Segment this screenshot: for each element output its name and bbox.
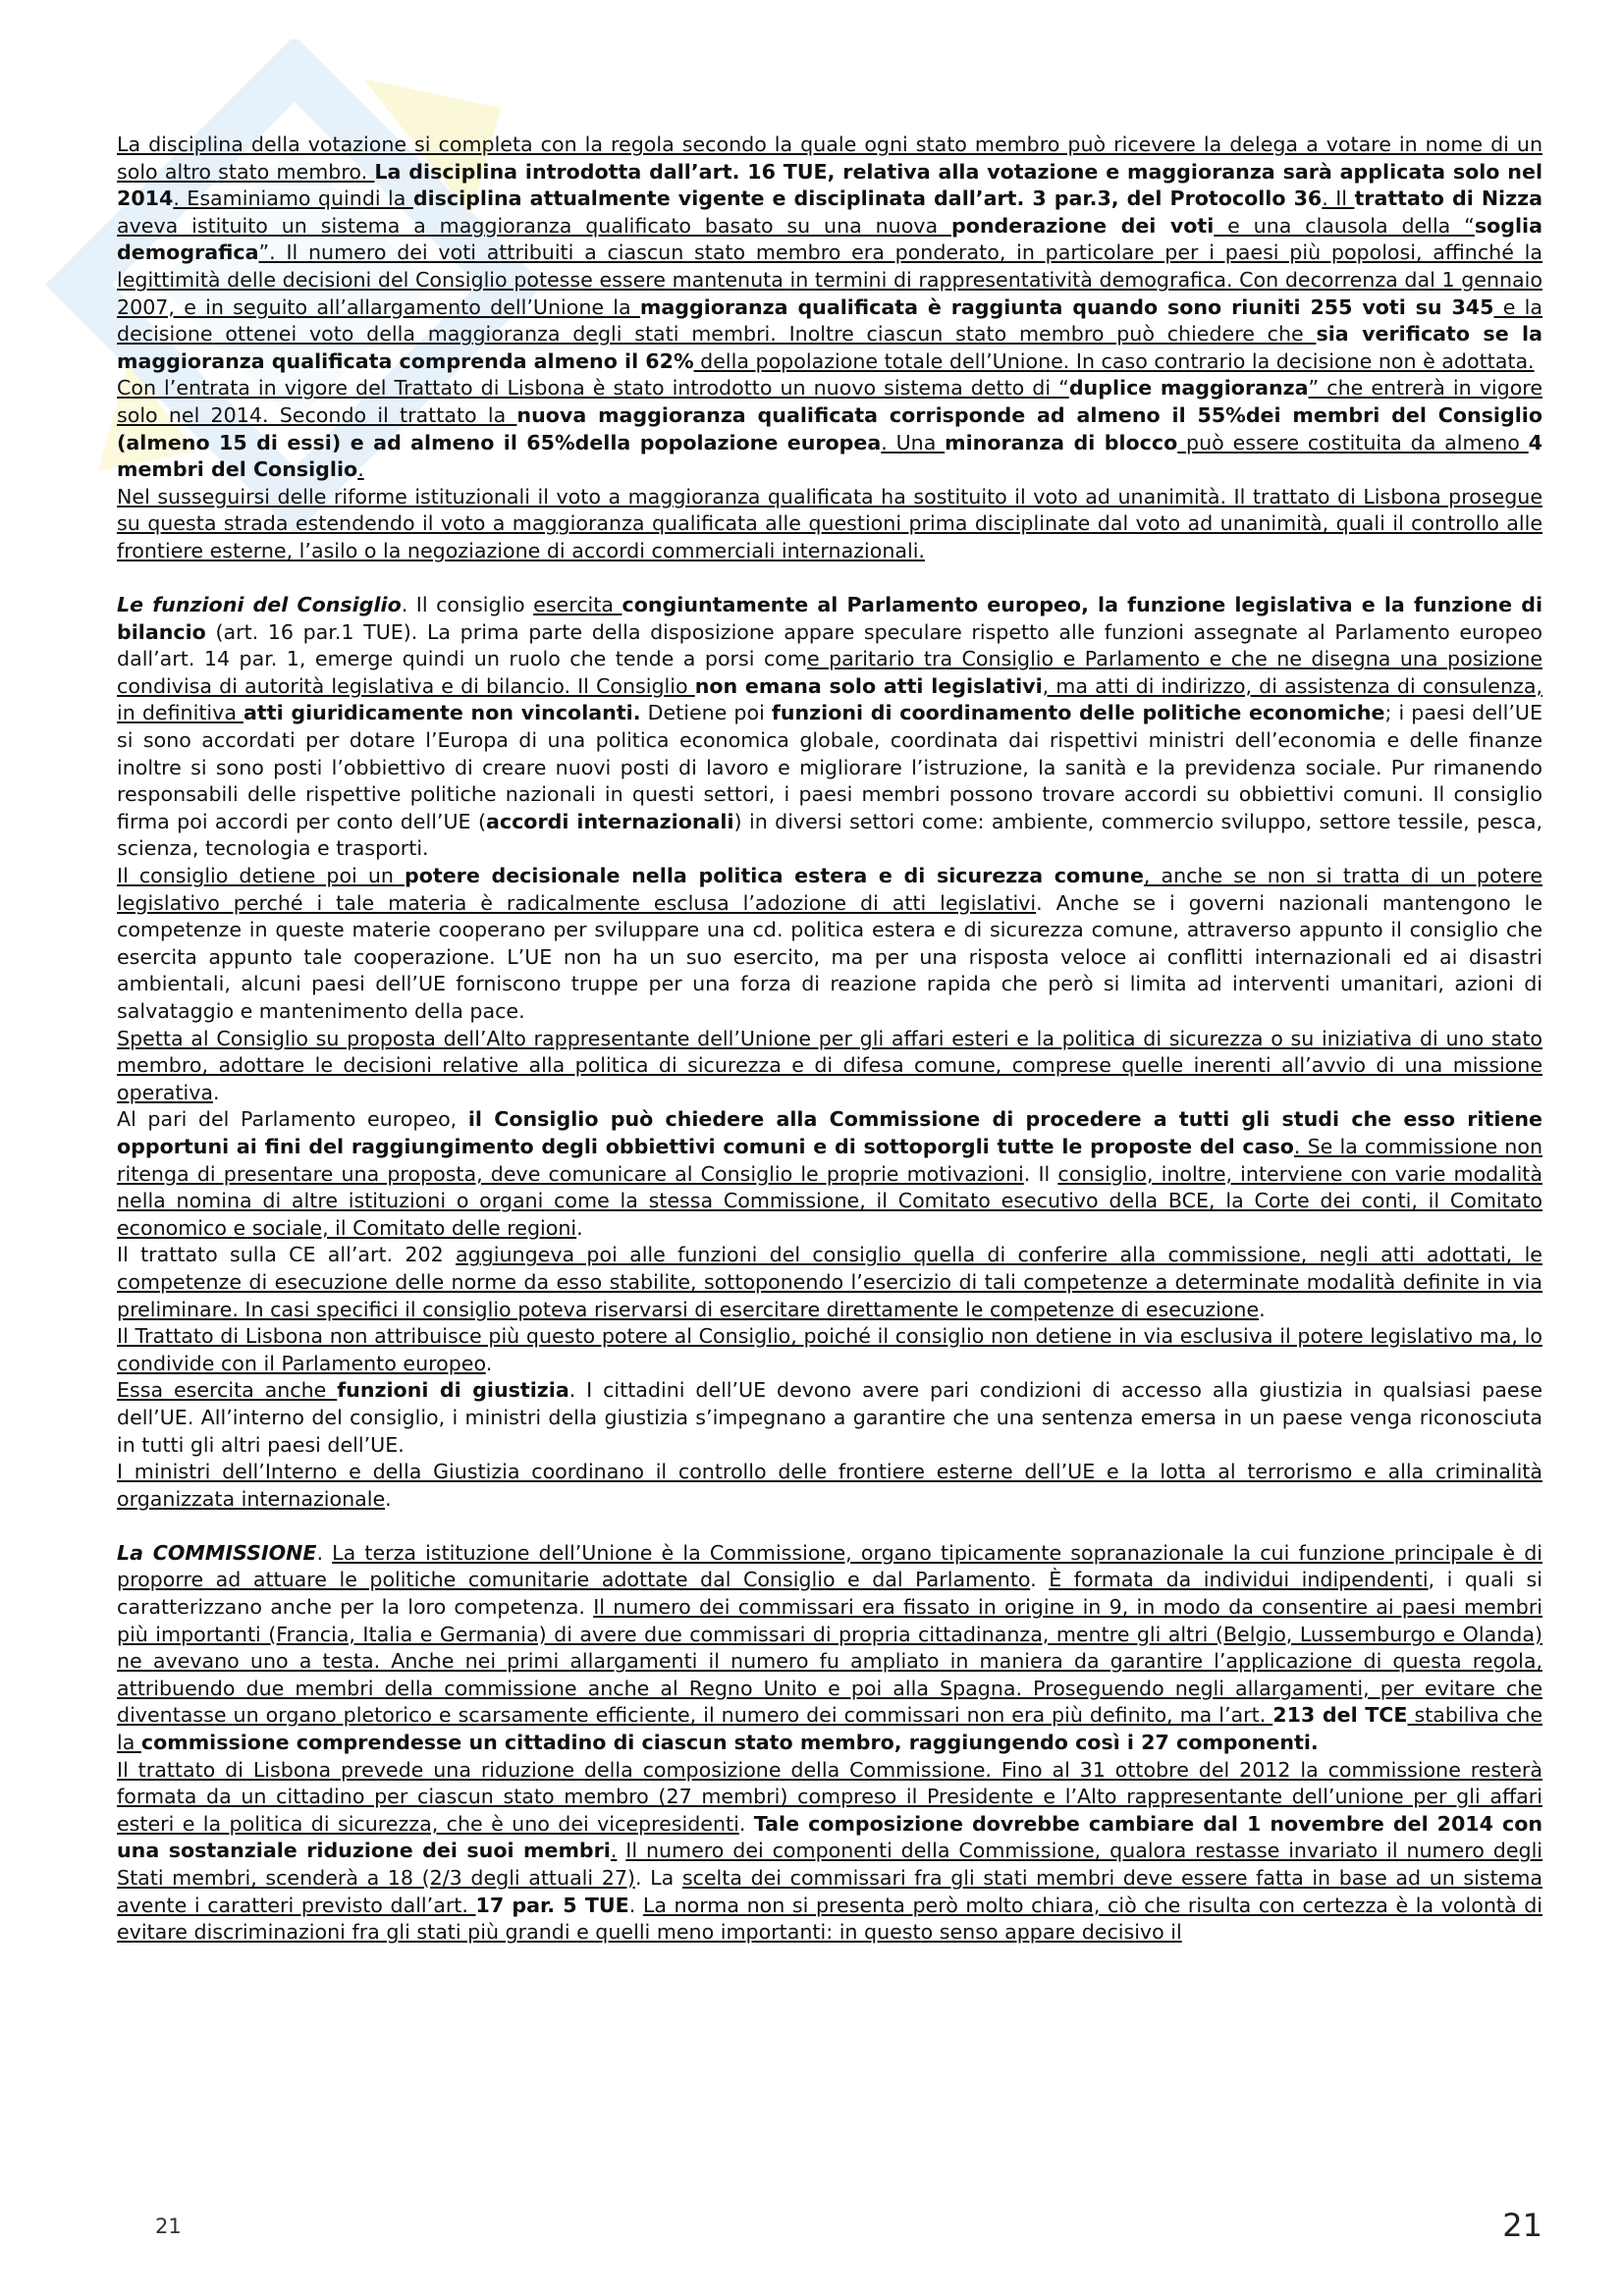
paragraph-p10: Essa esercita anche funzioni di giustizia. I cittadini dell’UE devono avere pari condizioni di accesso alla giustizia in qualsiasi paese dell’UE. All’interno del consiglio, i ministri della giustizia s’impegnano a garantire che una sentenza emersa in un paese venga riconosciuta in tutti gli altri paesi dell’UE. [117,1378,1542,1457]
footer-page-number-left: 21 [155,2215,182,2238]
paragraph-p5: Il consiglio detiene poi un potere decisionale nella politica estera e di sicurezza comune, anche se non si tratta di un potere legislativo perché i tale materia è radicalmente esclusa l’adozione di atti legislativi. Anche se i governi nazionali mantengono le competenze in queste materie cooperano per sviluppare una cd. politica estera e di sicurezza comune, attraverso appunto il consiglio che esercita appunto tale cooperazione. L’UE non ha un suo esercito, ma per una risposta veloce ai conflitti internazionali ed ai disastri ambientali, alcuni paesi dell’UE forniscono truppe per una forza di reazione rapida che però si limita ad interventi umanitari, azioni di salvataggio e mantenimento della pace. [117,864,1543,1023]
paragraph-p7: Al pari del Parlamento europeo, il Consiglio può chiedere alla Commissione di procedere a tutti gli studi che esso ritiene opportuni ai fini del raggiungimento degli obbiettivi comuni e di sottoporgli tutte le proposte del caso. Se la commissione non ritenga di presentare una proposta, deve comunicare al Consiglio le proprie motivazioni. Il consiglio, inoltre, interviene con varie modalità nella nomina di altre istituzioni o organi come la stessa Commissione, il Comitato esecutivo della BCE, la Corte dei conti, il Comitato economico e sociale, il Comitato delle regioni. [117,1107,1542,1240]
paragraph-p8: Il trattato sulla CE all’art. 202 aggiungeva poi alle funzioni del consiglio quella di conferire alla commissione, negli atti adottati, le competenze di esecuzione delle norme da esso stabilite, sottoponendo l’esercizio di tali competenze a determinate modalità definite in via preliminare. In casi specifici il consiglio poteva riservarsi di esercitare direttamente le competenze di esecuzione. [117,1243,1542,1321]
paragraph-p11: I ministri dell’Interno e della Giustizia coordinano il controllo delle frontiere esterne dell’UE e la lotta al terrorismo e alla criminalità organizzata internazionale. [117,1460,1542,1511]
paragraph-p1: La disciplina della votazione si completa con la regola secondo la quale ogni stato membro può ricevere la delega a votare in nome di un solo altro stato membro. La disciplina introdotta dall’art. 16 TUE, relativa alla votazione e maggioranza sarà applicata solo nel 2014. Esaminiamo quindi la disciplina attualmente vigente e disciplinata dall’art. 3 par.3, del Protocollo 36. Il trattato di Nizza aveva istituito un sistema a maggioranza qualificato basato su una nuova ponderazione dei voti e una clausola della “soglia demografica”. Il numero dei voti attribuiti a ciascun stato membro era ponderato, in particolare per i paesi più popolosi, affinché la legittimità delle decisioni del Consiglio potesse essere mantenuta in termini di rappresentatività demografica. Con decorrenza dal 1 gennaio 2007, e in seguito all’allargamento dell’Unione la maggioranza qualificata è raggiunta quando sono riuniti 255 voti su 345 e la decisione ottenei voto della maggioranza degli stati membri. Inoltre ciascun stato membro può chiedere che sia verificato se la maggioranza qualificata comprenda almeno il 62% della popolazione totale dell’Unione. In caso contrario la decisione non è adottata. [117,133,1543,373]
paragraph-p3: Nel susseguirsi delle riforme istituzionali il voto a maggioranza qualificata ha sostituito il voto ad unanimità. Il trattato di Lisbona prosegue su questa strada estendendo il voto a maggioranza qualificata alle questioni prima disciplinate dal voto ad unanimità, quali il controllo alle frontiere esterne, l’asilo o la negoziazione di accordi commerciali internazionali. [117,484,1542,562]
paragraph-p9: Il Trattato di Lisbona non attribuisce più questo potere al Consiglio, poiché il consiglio non detiene in via esclusiva il potere legislativo ma, lo condivide con il Parlamento europeo. [117,1324,1542,1375]
paragraph-p2: Con l’entrata in vigore del Trattato di Lisbona è stato introdotto un nuovo sistema detto di “duplice maggioranza” che entrerà in vigore solo nel 2014. Secondo il trattato la nuova maggioranza qualificata corrisponde ad almeno il 55%dei membri del Consiglio (almeno 15 di essi) e ad almeno il 65%della popolazione europea. Una minoranza di blocco può essere costituita da almeno 4 membri del Consiglio. [117,376,1543,482]
footer-page-number-right: 21 [1502,2207,1542,2244]
document-body [117,132,1542,1947]
paragraph-p6: Spetta al Consiglio su proposta dell’Alto rappresentante dell’Unione per gli affari esteri e la politica di sicurezza o su iniziativa di uno stato membro, adottare le decisioni relative alla politica di sicurezza e di difesa comune, comprese quelle inerenti all’avvio di una missione operativa. [117,1026,1542,1104]
document-page [117,132,1542,1947]
paragraph-p4: Le funzioni del Consiglio. Il consiglio esercita congiuntamente al Parlamento europeo, la funzione legislativa e la funzione di bilancio (art. 16 par.1 TUE). La prima parte della disposizione appare speculare rispetto alle funzioni assegnate al Parlamento europeo dall’art. 14 par. 1, emerge quindi un ruolo che tende a porsi come paritario tra Consiglio e Parlamento e che ne disegna una posizione condivisa di autorità legislativa e di bilancio. Il Consiglio non emana solo atti legislativi, ma atti di indirizzo, di assistenza di consulenza, in definitiva atti giuridicamente non vincolanti. Detiene poi funzioni di coordinamento delle politiche economiche; i paesi dell’UE si sono accordati per dotare l’Europa di una politica economica globale, coordinata dai rispettivi ministri dell’economia e delle finanze inoltre si sono posti l’obbiettivo di creare nuovi posti di lavoro e migliorare l’istruzione, la sanità e la previdenza sociale. Pur rimanendo responsabili delle rispettive politiche nazionali in questi settori, i paesi membri possono trovare accordi su obbiettivi comuni. Il consiglio firma poi accordi per conto dell’UE (accordi internazionali) in diversi settori come: ambiente, commercio sviluppo, settore tessile, pesca, scienza, tecnologia e trasporti. [117,593,1543,861]
paragraph-p12: La COMMISSIONE. La terza istituzione dell’Unione è la Commissione, organo tipicamente sopranazionale la cui funzione principale è di proporre ad attuare le politiche comunitarie adottate dal Consiglio e dal Parlamento. È formata da individui indipendenti, i quali si caratterizzano anche per la loro competenza. Il numero dei commissari era fissato in origine in 9, in modo da consentire ai paesi membri più importanti (Francia, Italia e Germania) di avere due commissari di propria cittadinanza, mentre gli altri (Belgio, Lussemburgo e Olanda) ne avevano uno a testa. Anche nei primi allargamenti il numero fu ampliato in maniera da garantire l’applicazione di questa regola, attribuendo due membri della commissione anche al Regno Unito e poi alla Spagna. Proseguendo negli allargamenti, per evitare che diventasse un organo pletorico e scarsamente efficiente, il numero dei commissari non era più definito, ma l’art. 213 del TCE stabiliva che la commissione comprendesse un cittadino di ciascun stato membro, raggiungendo così i 27 componenti. [117,1540,1543,1755]
paragraph-p13: Il trattato di Lisbona prevede una riduzione della composizione della Commissione. Fino al 31 ottobre del 2012 la commissione resterà formata da un cittadino per ciascun stato membro (27 membri) compreso il Presidente e l’Alto rappresentante dell’unione per gli affari esteri e la politica di sicurezza, che è uno dei vicepresidenti. Tale composizione dovrebbe cambiare dal 1 novembre del 2014 con una sostanziale riduzione dei suoi membri. Il numero dei componenti della Commissione, qualora restasse invariato il numero degli Stati membri, scenderà a 18 (2/3 degli attuali 27). La scelta dei commissari fra gli stati membri deve essere fatta in base ad un sistema avente i caratteri previsto dall’art. 17 par. 5 TUE. La norma non si presenta però molto chiara, ciò che risulta con certezza è la volontà di evitare discriminazioni fra gli stati più grandi e quelli meno importanti: in questo senso appare decisivo il [117,1757,1543,1945]
paragraph-gap [117,1513,1542,1540]
paragraph-gap [117,565,1542,593]
